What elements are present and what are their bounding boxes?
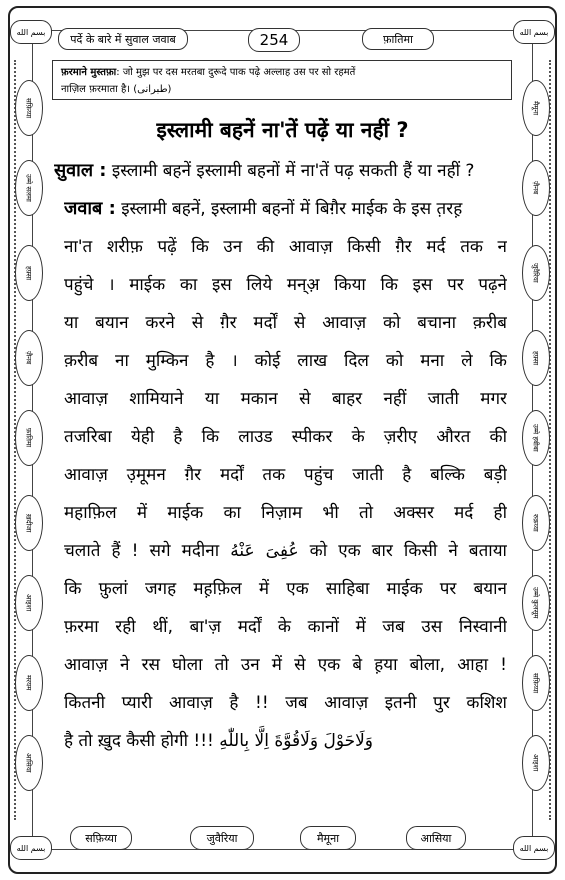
answer-line: ना'त शरीफ़ पढ़ें कि उन की आवाज़ किसी ग़ैर मर्द तक न [64, 237, 507, 257]
question-label: सुवाल : [54, 160, 107, 181]
side-medallion-left: आइशा [15, 575, 43, 631]
banner-label: फ़रमाने मुस्तफ़ा [61, 67, 117, 78]
answer-label: जवाब : [64, 198, 116, 219]
answer-line: है तो ख़ुद कैसी होगी !!! وَلَاحَوْلَ وَلَاقُوَّةَ اِلَّا بِاللّٰهِ [64, 731, 374, 751]
answer-line: तजरिबा येही है कि लाउड स्पीकर के ज़रीए औरत की [64, 427, 507, 447]
answer-line: आवाज़ उ़मूमन ग़ैर मर्दों तक पहुंच जाती है बल्कि बड़ी [64, 465, 507, 485]
side-medallion-right: मैमूना [522, 80, 550, 136]
footer-badge-1: सफ़िय्या [70, 826, 132, 850]
answer-line: क़रीब ना मुम्किन है । कोई लाख दिल को मना ले कि [64, 351, 507, 371]
answer-first-text: इस्लामी बहनें, इस्लामी बहनों में बिग़ैर माईक के इस त़रह़ [121, 199, 463, 219]
corner-medallion-bottom-right: بسم الله [513, 836, 555, 860]
answer-line: या बयान करने से ग़ैर मर्दों से आवाज़ को बचाना क़रीब [64, 313, 507, 333]
question-line [54, 152, 507, 190]
corner-medallion-top-left: بسم الله [10, 20, 52, 44]
footer-badge-4: आसिया [406, 826, 466, 850]
side-medallion-right: जुवैरिया [522, 245, 550, 301]
side-medallion-left: ख़दीजा [15, 495, 43, 551]
answer-line: फ़रमा रही थीं, बा'ज़ मर्दों के कानों में जब उस निस्वानी [64, 617, 507, 637]
hadith-banner [52, 60, 512, 100]
answer-line: पहुंचे । माईक का इस लिये मन्अ़ किया कि इस पर पढ़ने [64, 275, 507, 295]
body-text [54, 152, 507, 760]
page-number: 254 [248, 28, 300, 52]
answer-lines [64, 228, 507, 760]
side-medallion-left: हफ़्सा [15, 245, 43, 301]
side-medallion-right: रुक़य्या [522, 495, 550, 551]
side-medallion-left: फ़ातिमा [15, 410, 43, 466]
page-title: इस्लामी बहनें ना'तें पढ़ें या नहीं ? [156, 118, 409, 142]
side-medallion-left: उम्मे सलमा [15, 160, 43, 216]
side-medallion-left: मरयम [15, 655, 43, 711]
answer-line: आवाज़ शामियाने या मकान से बाहर नहीं जाती मगर [64, 389, 507, 409]
header-chapter-badge: पर्दे के बारे में सुवाल जवाब [58, 28, 188, 50]
banner-line-1: : जो मुझ पर दस मरतबा दुरूदे पाक पढ़े अल्लाह उस पर सो रहमतें [116, 67, 356, 78]
banner-line-2: नाज़िल फ़रमाता है। (طبرانی) [61, 84, 172, 95]
side-medallion-left: सफ़िय्या [15, 80, 43, 136]
side-medallion-left: ज़ैनब [15, 330, 43, 386]
side-medallion-left: आसिया [15, 735, 43, 791]
answer-first-line [64, 190, 507, 228]
side-medallion-right: उम्मे कुलसूम [522, 575, 550, 631]
side-medallion-right: हफ़्सा [522, 330, 550, 386]
side-medallion-right: उम्मे हबीबा [522, 410, 550, 466]
answer-line: कितनी प्यारी आवाज़ है !! जब आवाज़ इतनी पुर कशिश [64, 693, 507, 713]
answer-line: कि फ़ुलां जगह मह़फ़िल में एक साहिबा माईक पर बयान [64, 579, 507, 599]
footer-badge-2: जुवैरिया [190, 826, 254, 850]
side-medallion-right: सफ़िय्या [522, 655, 550, 711]
answer-line: चलाते हैं ! सगे मदीना عُفِیَ عَنْهُ को एक बार किसी ने बताया [64, 541, 507, 561]
question-text: इस्लामी बहनें इस्लामी बहनों में ना'तें पढ़ सकती हैं या नहीं ? [111, 161, 475, 181]
header-name-badge: फ़ातिमा [362, 28, 434, 50]
corner-medallion-top-right: بسم الله [513, 20, 555, 44]
footer-badge-3: मैमूना [300, 826, 356, 850]
answer-line: आवाज़ ने रस घोला तो उन में से एक बे ह़या बोला, आहा ! [64, 655, 507, 675]
answer-line: महाफ़िल में माईक का निज़ाम भी तो अक्सर मर्द ही [64, 503, 507, 523]
side-medallion-right: आइशा [522, 735, 550, 791]
corner-medallion-bottom-left: بسم الله [10, 836, 52, 860]
side-medallion-right: ज़ैनब [522, 160, 550, 216]
